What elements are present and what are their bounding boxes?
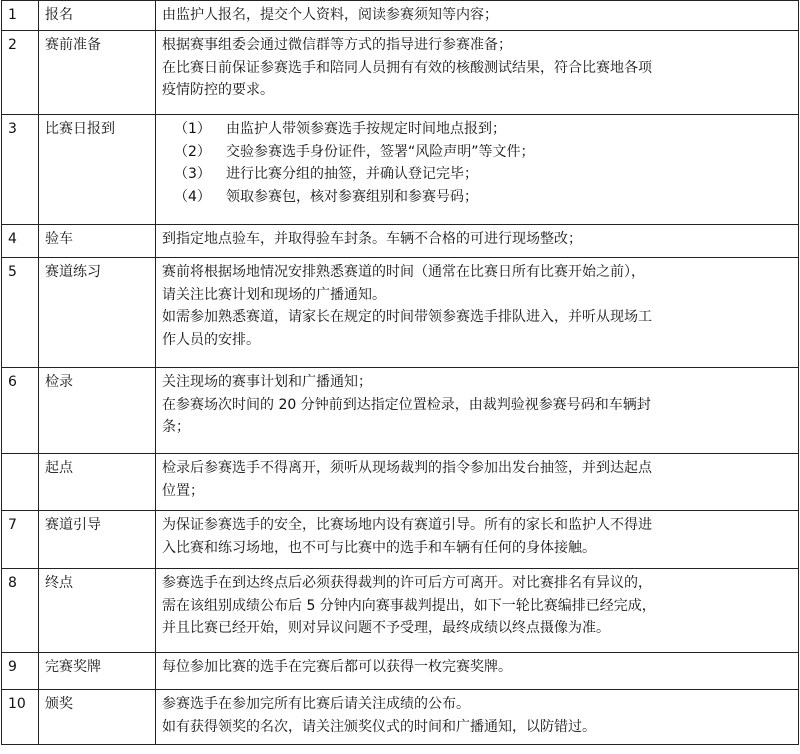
description-line: 由监护人报名，提交个人资料，阅读参赛须知等内容； [162, 7, 498, 23]
item-index: （1） [174, 121, 211, 137]
row-number: 10 [2, 690, 39, 745]
description-line: 入比赛和练习场地，也不可与比赛中的选手和车辆有任何的身体接触。 [162, 539, 596, 556]
row-number [2, 454, 39, 511]
step-description [156, 225, 799, 258]
step-name: 赛道引导 [39, 511, 156, 569]
step-name: 起点 [39, 454, 156, 511]
step-description [156, 511, 799, 569]
table-row [2, 258, 799, 368]
item-index: （2） [174, 143, 211, 160]
item-text: 进行比赛分组的抽签，并确认登记完毕； [226, 166, 478, 183]
table-row [2, 368, 799, 454]
step-name: 赛道练习 [39, 258, 156, 368]
description-line: 需在该组别成绩公布后 5 分钟内向赛事裁判提出，如下一轮比赛编排已经完成， [162, 597, 656, 614]
step-description [156, 115, 799, 225]
description-line: 位置； [162, 482, 204, 499]
step-description [156, 569, 799, 653]
checkin-item [162, 118, 792, 141]
table-row [2, 454, 799, 511]
table-row [2, 31, 799, 115]
item-index: （4） [174, 188, 211, 205]
step-name: 终点 [39, 569, 156, 653]
description-line: 并且比赛已经开始，则对异议问题不予受理，最终成绩以终点摄像为准。 [162, 620, 610, 637]
description-line: 每位参加比赛的选手在完赛后都可以获得一枚完赛奖牌。 [162, 659, 512, 675]
step-description [156, 31, 799, 115]
table-row [2, 690, 799, 745]
step-description [156, 258, 799, 368]
checkin-item [162, 141, 792, 164]
description-line: 条； [162, 419, 190, 436]
description-line: 根据赛事组委会通过微信群等方式的指导进行参赛准备； [162, 37, 512, 53]
checkin-item [162, 186, 792, 209]
step-description [156, 1, 799, 31]
table-row [2, 1, 799, 31]
table-row [2, 511, 799, 569]
description-line: 如需参加熟悉赛道，请家长在规定的时间带领参赛选手排队进入，并听从现场工 [162, 309, 652, 326]
step-name: 比赛日报到 [39, 115, 156, 225]
description-line: 参赛选手在参加完所有比赛后请关注成绩的公布。 [162, 696, 470, 712]
description-line: 到指定地点验车，并取得验车封条。车辆不合格的可进行现场整改； [162, 231, 582, 247]
step-name: 赛前准备 [39, 31, 156, 115]
table-body [2, 1, 799, 745]
description-line: 如有获得领奖的名次，请关注颁奖仪式的时间和广播通知，以防错过。 [162, 718, 596, 735]
row-number: 3 [2, 115, 39, 225]
step-name: 验车 [39, 225, 156, 258]
step-name: 颁奖 [39, 690, 156, 745]
step-name: 完赛奖牌 [39, 653, 156, 690]
step-name: 报名 [39, 1, 156, 31]
description-line: 参赛选手在到达终点后必须获得裁判的许可后方可离开。对比赛排名有异议的， [162, 575, 652, 591]
row-number: 6 [2, 368, 39, 454]
item-text: 领取参赛包，核对参赛组别和参赛号码； [226, 188, 478, 205]
step-name: 检录 [39, 368, 156, 454]
table-row [2, 115, 799, 225]
description-line: 赛前将根据场地情况安排熟悉赛道的时间（通常在比赛日所有比赛开始之前）， [162, 264, 645, 280]
table-row [2, 653, 799, 690]
row-number: 7 [2, 511, 39, 569]
event-process-table [1, 0, 799, 745]
row-number: 4 [2, 225, 39, 258]
description-line: 作人员的安排。 [162, 331, 260, 348]
row-number: 5 [2, 258, 39, 368]
table-row [2, 569, 799, 653]
description-line: 在参赛场次时间的 20 分钟前到达指定位置检录，由裁判验视参赛号码和车辆封 [162, 396, 651, 413]
description-line: 在比赛日前保证参赛选手和陪同人员拥有有效的核酸测试结果，符合比赛地各项 [162, 59, 652, 76]
row-number: 8 [2, 569, 39, 653]
row-number: 9 [2, 653, 39, 690]
item-text: 交验参赛选手身份证件，签署“风险声明”等文件； [226, 143, 535, 160]
item-index: （3） [174, 166, 211, 183]
description-line: 检录后参赛选手不得离开，须听从现场裁判的指令参加出发台抽签，并到达起点 [162, 460, 652, 476]
description-line: 疫情防控的要求。 [162, 82, 274, 99]
description-line: 关注现场的赛事计划和广播通知； [162, 374, 372, 390]
row-number: 1 [2, 1, 39, 31]
step-description [156, 653, 799, 690]
step-description [156, 368, 799, 454]
item-text: 由监护人带领参赛选手按规定时间地点报到； [226, 121, 506, 137]
step-description [156, 454, 799, 511]
description-line: 为保证参赛选手的安全，比赛场地内设有赛道引导。所有的家长和监护人不得进 [162, 517, 652, 533]
step-description [156, 690, 799, 745]
table-row [2, 225, 799, 258]
description-line: 请关注比赛计划和现场的广播通知。 [162, 286, 386, 303]
row-number: 2 [2, 31, 39, 115]
checkin-item [162, 163, 792, 186]
